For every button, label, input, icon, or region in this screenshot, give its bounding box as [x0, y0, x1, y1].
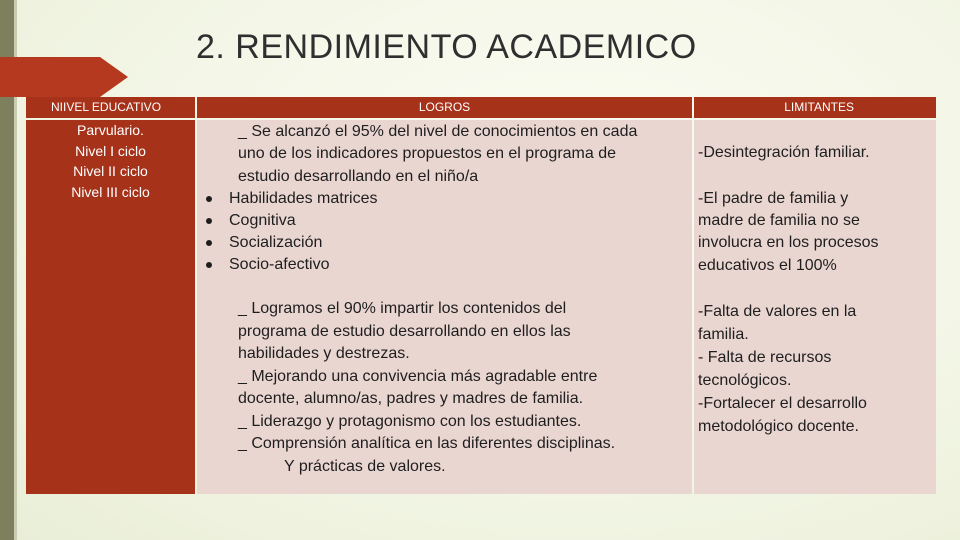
- bullet-dot: [206, 218, 212, 224]
- bullet-dot: [206, 240, 212, 246]
- nivel-line: Nivel I ciclo: [75, 142, 146, 159]
- header-limitantes: LIMITANTES: [694, 97, 936, 118]
- bullet-dot: [206, 196, 212, 202]
- logros-line: _ Liderazgo y protagonismo con los estudiantes.: [238, 413, 582, 430]
- logros-line: estudio desarrollando en el niño/a: [238, 168, 479, 185]
- limitantes-line: educativos el 100%: [698, 257, 837, 274]
- header-nivel-educativo: NIIVEL EDUCATIVO: [26, 97, 195, 118]
- limitantes-line: madre de familia no se: [698, 212, 860, 229]
- nivel-line: Nivel III ciclo: [71, 183, 150, 200]
- limitantes-line: -Falta de valores en la: [698, 303, 857, 320]
- logros-line: docente, alumno/as, padres y madres de familia.: [238, 390, 584, 407]
- logros-line: _ Mejorando una convivencia más agradable entre: [238, 368, 598, 385]
- limitantes-line: tecnológicos.: [698, 372, 792, 389]
- logros-line: programa de estudio desarrollando en ellos las: [238, 323, 571, 340]
- nivel-educativo-cell: [26, 120, 195, 494]
- logros-line: uno de los indicadores propuestos en el programa de: [238, 145, 617, 162]
- limitantes-line: -Fortalecer el desarrollo: [698, 395, 867, 412]
- logros-cell: [197, 120, 692, 494]
- slide-title: 2. RENDIMIENTO ACADEMICO: [196, 28, 697, 66]
- bullet-dot: [206, 262, 212, 268]
- logros-bullet-item: [229, 210, 296, 232]
- header-logros: LOGROS: [197, 97, 692, 118]
- limitantes-line: involucra en los procesos: [698, 234, 879, 251]
- bullet-text: Cognitiva: [229, 212, 296, 229]
- logros-line: Y prácticas de valores.: [284, 458, 446, 475]
- logros-line: _ Logramos el 90% impartir los contenidos del: [238, 300, 567, 317]
- nivel-line: Nivel II ciclo: [73, 163, 148, 179]
- nivel-line: Parvulario.: [77, 122, 144, 138]
- logros-line: _ Se alcanzó el 95% del nivel de conocimientos en cada: [238, 123, 638, 140]
- logros-line: _ Comprensión analítica en las diferentes disciplinas.: [238, 435, 616, 452]
- logros-line: habilidades y destrezas.: [238, 345, 410, 362]
- limitantes-line: familia.: [698, 326, 749, 343]
- limitantes-line: -El padre de familia y: [698, 190, 849, 207]
- logros-bullet-item: [229, 254, 330, 276]
- limitantes-cell: [694, 120, 936, 494]
- limitantes-line: -Desintegración familiar.: [698, 144, 870, 161]
- bullet-text: Habilidades matrices: [229, 190, 378, 207]
- accent-arrow: [0, 57, 128, 97]
- bullet-text: Socio-afectivo: [229, 256, 330, 273]
- logros-bullet-item: [229, 232, 322, 254]
- bullet-text: Socialización: [229, 234, 323, 251]
- limitantes-line: metodológico docente.: [698, 418, 859, 435]
- logros-bullet-item: [229, 188, 378, 210]
- limitantes-line: - Falta de recursos: [698, 349, 832, 366]
